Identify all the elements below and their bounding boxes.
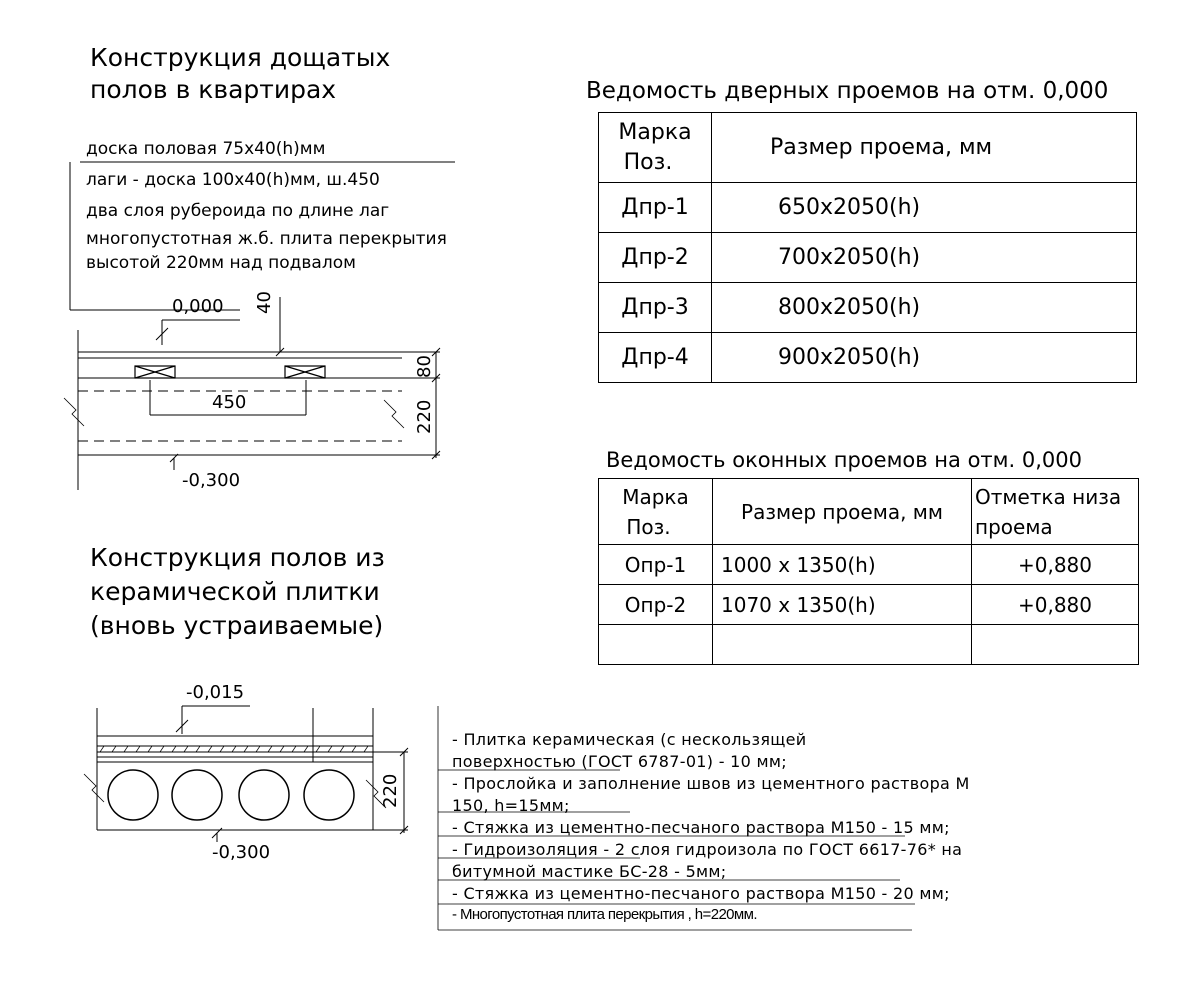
tile-break-marks [84,774,386,808]
window-size: 1070 х 1350(h) [713,585,972,625]
table-row [599,625,1139,665]
dim-220: 220 [414,399,435,434]
joist-left [135,366,175,378]
level-mark-top: 0,000 [172,296,224,317]
window-level: +0,880 [972,585,1139,625]
door-schedule-table [598,112,1137,383]
spec-line: поверхностью (ГОСТ 6787-01) - 10 мм; [452,752,787,771]
door-header-size: Размер проема, мм [712,113,1137,183]
table-row [599,283,1137,333]
slab-void [304,770,354,820]
window-header-mark-line1: Марка [622,484,689,509]
door-size: 650х2050(h) [712,183,1137,233]
window-header-mark [599,479,713,545]
window-mark [599,625,713,665]
window-table-header [599,479,1139,545]
slab-void [172,770,222,820]
tile-floor-section [97,706,373,842]
door-schedule-title: Ведомость дверных проемов на отм. 0,000 [586,78,1109,104]
door-size: 700х2050(h) [712,233,1137,283]
tile-floor-title-line1: Конструкция полов из [90,543,385,572]
table-row [599,233,1137,283]
door-table-header [599,113,1137,183]
tile-level-mark-top: -0,015 [186,682,245,703]
slab-void [239,770,289,820]
layer-floor-board: доска половая 75х40(h)мм [86,139,326,159]
spec-line: - Плитка керамическая (с нескользящей [452,730,807,749]
window-schedule-title: Ведомость оконных проемов на отм. 0,000 [606,448,1082,472]
spec-line: битумной мастике БС-28 - 5мм; [452,862,727,881]
spec-line: - Многопустотная плита перекрытия , h=220мм. [452,906,757,923]
dim-80: 80 [414,355,435,378]
door-mark: Дпр-2 [599,233,712,283]
window-mark: Опр-2 [599,585,713,625]
dim-40-lines [276,297,284,356]
door-mark: Дпр-3 [599,283,712,333]
spec-line: - Стяжка из цементно-песчаного раствора М150 - 15 мм; [452,818,950,837]
level-mark-bottom: -0,300 [182,470,241,491]
window-level: +0,880 [972,545,1139,585]
door-size: 800х2050(h) [712,283,1137,333]
tile-floor-title-line3: (вновь устраиваемые) [90,611,384,640]
layer-slab-line1: многопустотная ж.б. плита перекрытия [86,229,447,249]
window-mark: Опр-1 [599,545,713,585]
tile-floor-title-line2: керамической плитки [90,577,380,606]
table-row [599,183,1137,233]
window-level [972,625,1139,665]
window-schedule-table [598,478,1139,665]
slab-voids [108,770,354,820]
table-row [599,333,1137,383]
door-size: 900х2050(h) [712,333,1137,383]
layer-roofing-felt: два слоя рубероида по длине лаг [86,201,390,221]
window-size [713,625,972,665]
tile-hatch [100,746,368,752]
window-size: 1000 х 1350(h) [713,545,972,585]
window-header-level-line2: проема [975,514,1053,539]
tile-dim-220: 220 [380,773,401,808]
spec-line: - Прослойка и заполнение швов из цементного раствора М [452,774,970,793]
window-header-size: Размер проема, мм [713,479,972,545]
wood-floor-title-line2: полов в квартирах [90,75,337,104]
window-header-level [972,479,1139,545]
table-row [599,545,1139,585]
door-header-mark-line2: Поз. [623,149,673,175]
window-header-level-line1: Отметка низа [975,484,1122,509]
tile-level-mark-bottom: -0,300 [212,842,271,863]
slab-void [108,770,158,820]
joist-right [285,366,325,378]
wood-floor-title-line1: Конструкция дощатых [90,43,391,72]
spec-line: - Стяжка из цементно-песчаного раствора М150 - 20 мм; [452,884,950,903]
door-mark: Дпр-4 [599,333,712,383]
door-header-mark [599,113,712,183]
layer-joists: лаги - доска 100х40(h)мм, ш.450 [86,170,380,190]
spec-line: - Гидроизоляция - 2 слоя гидроизола по ГОСТ 6617-76* на [452,840,963,859]
dim-450: 450 [212,392,247,413]
layer-slab-line2: высотой 220мм над подвалом [86,253,356,273]
door-mark: Дпр-1 [599,183,712,233]
door-header-mark-line1: Марка [618,119,692,145]
window-header-mark-line2: Поз. [626,514,671,539]
spec-line: 150, h=15мм; [452,796,570,815]
table-row [599,585,1139,625]
dim-40: 40 [254,291,275,314]
